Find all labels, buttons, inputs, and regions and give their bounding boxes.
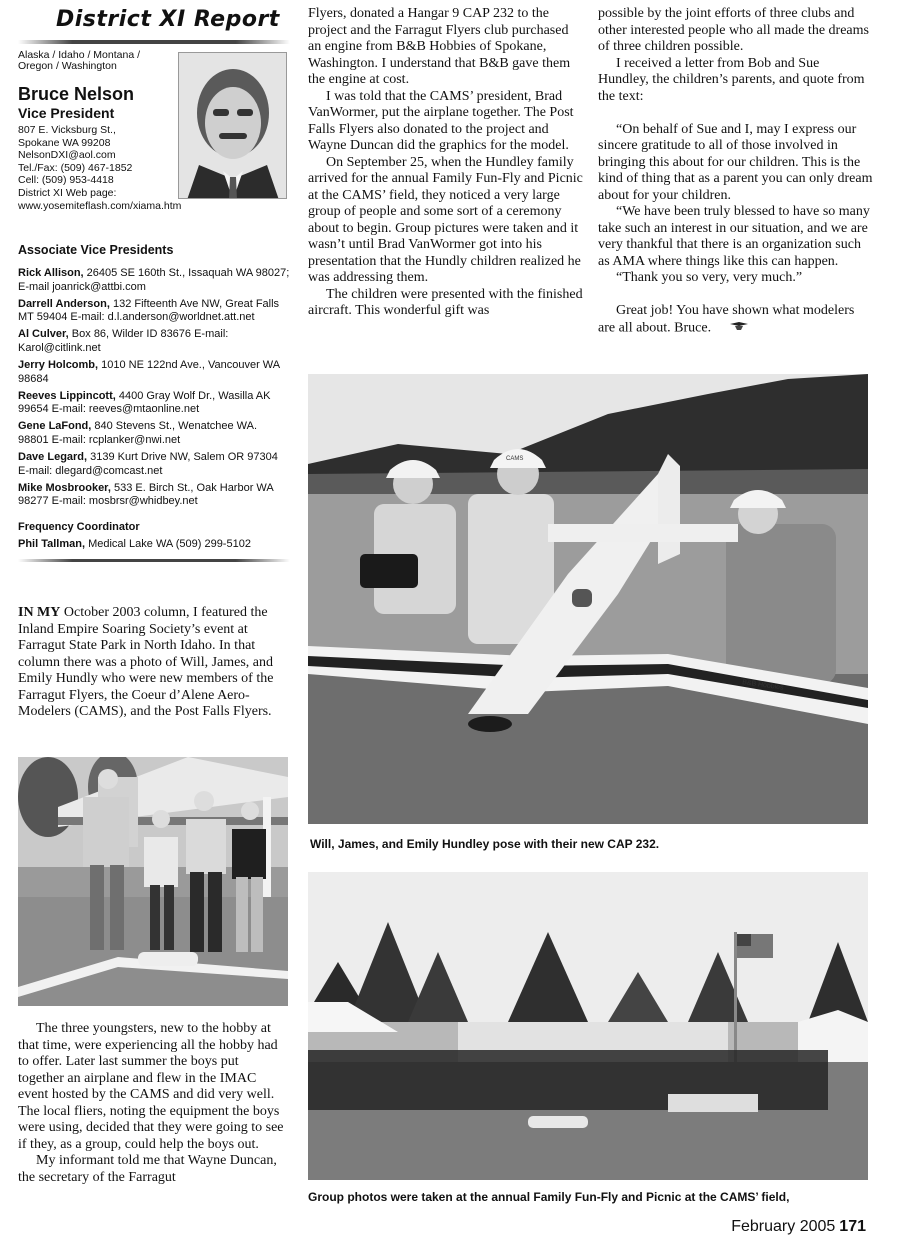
district-sidebar bbox=[18, 6, 290, 562]
article-paragraph: possible by the joint efforts of three clubs and other interested people who all made the dreams of three children possible. bbox=[598, 6, 869, 54]
associate-entry: Al Culver, Box 86, Wilder ID 83676 E-mail: Karol@citlink.net bbox=[18, 328, 229, 354]
associate-entry: Darrell Anderson, 132 Fifteenth Ave NW, Great Falls MT 59404 E-mail: d.l.anderson@worldnet.att.net bbox=[18, 297, 280, 324]
contact-web-url[interactable]: www.yosemiteflash.com/xiama.htm bbox=[18, 199, 182, 212]
article-paragraph: Flyers, donated a Hangar 9 CAP 232 to the project and the Farragut Flyers club purchased an engine from B&B Hobbies of Spokane, Washington. I understand that B&B gave them the engine at cost. bbox=[308, 6, 571, 87]
issue-date: February 2005 bbox=[731, 1218, 836, 1235]
article-column-middle bbox=[308, 6, 583, 320]
article-paragraph: The three youngsters, new to the hobby at that time, were experiencing all the hobby had to offer. Later last summer the boys put together an airplane and flew in the IMAC event hosted by the CAMS and did very well. The local fliers, noting the equipment the boys were using, decided that they were going to see if they, as a group, could help the boys out. bbox=[18, 1021, 284, 1152]
associate-entry: Reeves Lippincott, 4400 Gray Wolf Dr., Wasilla AK 99654 E-mail: reeves@mtaonline.net bbox=[18, 389, 271, 416]
contact-address-line2: Spokane WA 99208 bbox=[18, 136, 111, 149]
associate-entry: Gene LaFond, 840 Stevens St., Wenatchee WA. 98801 E-mail: rcplanker@nwi.net bbox=[18, 420, 258, 447]
article-column-left bbox=[18, 1021, 286, 1186]
group-photo-caption: Group photos were taken at the annual Family Fun-Fly and Picnic at the CAMS’ field, bbox=[308, 1190, 790, 1204]
article-paragraph: I received a letter from Bob and Sue Hundley, the children’s parents, and quote from the text: bbox=[598, 55, 865, 104]
ama-end-mark-icon bbox=[711, 320, 749, 337]
associate-entry: Rick Allison, 26405 SE 160th St., Issaquah WA 98027; E-mail joanrick@attbi.com bbox=[18, 267, 290, 293]
lead-in: IN MY bbox=[18, 605, 61, 620]
contact-telfax: Tel./Fax: (509) 467-1852 bbox=[18, 161, 133, 174]
article-paragraph: The children were presented with the finished aircraft. This wonderful gift was bbox=[308, 286, 583, 318]
article-closing: Great job! You have shown what modelers are all about. Bruce. bbox=[598, 303, 855, 335]
associate-entry: Mike Mosbrooker, 533 E. Birch St., Oak Harbor WA 98277 E-mail: mosbrsr@whidbey.net bbox=[18, 481, 274, 508]
vp-title: Vice President bbox=[18, 105, 115, 121]
cap232-photo bbox=[308, 374, 868, 824]
letter-quote: “On behalf of Sue and I, may I express our sincere gratitude to all of those involved in bringing this about for our children. This is the kind of thing that as a parent you can only dream about for your children. bbox=[598, 121, 873, 203]
wing-text: B&B Hobbies bbox=[741, 679, 784, 692]
hundly-family-photo bbox=[18, 757, 288, 1006]
cap-logo-text: CAMS bbox=[506, 456, 524, 462]
associates-heading: Associate Vice Presidents bbox=[18, 243, 174, 257]
sidebar-divider-top bbox=[18, 40, 290, 44]
group-photo bbox=[308, 872, 868, 1180]
article-intro bbox=[18, 605, 286, 721]
article-paragraph: IN MY October 2003 column, I featured the Inland Empire Soaring Society’s event at Farragut State Park in North Idaho. In that column there was a photo of Will, James, and Emily Hundly who were new members of the Farragut Flyers, the Coeur d’Alene Aero-Modelers (CAMS), and the Post Falls Flyers. bbox=[18, 605, 274, 719]
article-paragraph: I was told that the CAMS’ president, Brad VanWormer, put the airplane together. The Post Falls Flyers also donated to the project and Wayne Duncan did the graphics for the model. bbox=[308, 88, 574, 153]
district-states: Alaska / Idaho / Montana / Oregon / Washington bbox=[18, 49, 140, 72]
article-paragraph: My informant told me that Wayne Duncan, the secretary of the Farragut bbox=[18, 1153, 277, 1185]
vp-name: Bruce Nelson bbox=[18, 84, 135, 104]
article-column-right bbox=[598, 6, 873, 336]
frequency-coordinator-entry: Phil Tallman, Medical Lake WA (509) 299-5102 bbox=[18, 538, 251, 550]
article-paragraph: On September 25, when the Hundley family arrived for the annual Family Fun-Fly and Picnic at the CAMS’ field, they noticed a very large group of people and some sort of a ceremony about to begin. Group pictures were taken and it wasn’t until Brad VanWormer got into his presentation that the Hundly children realized he was addressing them. bbox=[308, 154, 583, 285]
contact-address-line1: 807 E. Vicksburg St., bbox=[18, 124, 116, 136]
page-footer bbox=[731, 1218, 866, 1236]
letter-quote: “We have been truly blessed to have so many take such an interest in our situation, and we are very thankful that there is an organization such as AMA where things like this can happen. bbox=[598, 204, 870, 269]
contact-email[interactable]: NelsonDXI@aol.com bbox=[18, 149, 116, 162]
associate-entry: Dave Legard, 3139 Kurt Drive NW, Salem OR 97304 E-mail: dlegard@comcast.net bbox=[18, 451, 278, 477]
contact-cell: Cell: (509) 953-4418 bbox=[18, 174, 114, 187]
page-number: 171 bbox=[839, 1218, 866, 1235]
contact-web-label: District XI Web page: bbox=[18, 186, 117, 199]
column-title: District XI Report bbox=[56, 7, 280, 32]
vp-portrait-photo bbox=[178, 52, 287, 199]
vp-block bbox=[18, 50, 290, 226]
sidebar-divider-bottom bbox=[18, 559, 290, 562]
associate-entry: Jerry Holcomb, 1010 NE 122nd Ave., Vancouver WA 98684 bbox=[18, 359, 280, 385]
letter-quote: “Thank you so very, very much.” bbox=[616, 270, 803, 285]
frequency-coordinator-heading: Frequency Coordinator bbox=[18, 521, 140, 533]
main-photo-caption: Will, James, and Emily Hundley pose with their new CAP 232. bbox=[310, 837, 660, 851]
associates-list bbox=[18, 267, 290, 509]
